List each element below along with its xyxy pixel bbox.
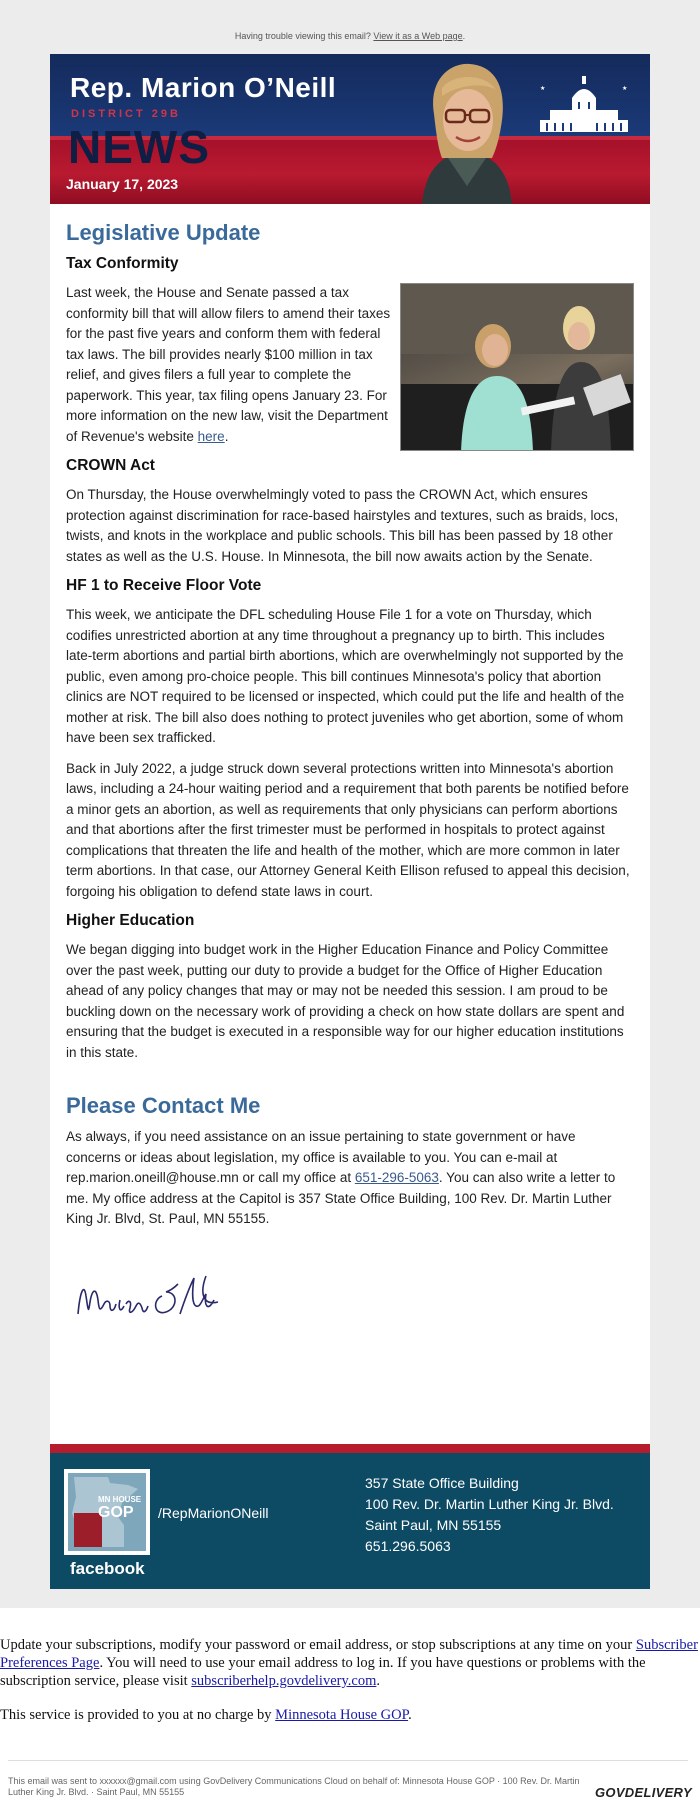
section-title-crown: CROWN Act	[66, 457, 155, 474]
highered-paragraph: We began digging into budget work in the Higher Education Finance and Policy Committee over the past week, putting our duty to provide a budget for the Office of Higher Education ahead of any policy changes that may or may not be needed this session. I am proud to be buckling down on the necessary work of providing a check on how state dollars are spent and ensuring that the budget is executed in a responsible way for our higher education institutions in this state.	[66, 942, 625, 1060]
facebook-label[interactable]: facebook	[70, 1559, 145, 1578]
address-line-3: Saint Paul, MN 55155	[365, 1517, 502, 1533]
section-title-tax: Tax Conformity	[66, 255, 179, 272]
fine-print: This email was sent to xxxxxx@gmail.com using GovDelivery Communications Cloud on behalf of: Minnesota House GOP · 100 Rev. Dr. Martin Luther King Jr. Blvd. · Saint Paul, MN 55155	[8, 1776, 580, 1797]
contact-text-1: As always, if you need assistance on an issue pertaining to state government or have concerns or ideas about legislation, my office is available to you. You can e-mail at rep.marion.oneill@house.mn or call my office at	[66, 1129, 576, 1185]
phone-link[interactable]: 651-296-5063	[354, 1170, 439, 1185]
subscription-text-1: Update your subscriptions, modify your password or email address, or stop subscriptions at any time on your	[0, 1637, 636, 1653]
address-line-2: 100 Rev. Dr. Martin Luther King Jr. Blvd.	[365, 1496, 614, 1512]
mn-house-gop-link[interactable]: Minnesota House GOP	[275, 1707, 409, 1723]
subscriber-preferences-link[interactable]: Subscriber Preferences Page	[0, 1637, 698, 1671]
news-title: NEWS	[68, 121, 210, 173]
web-page-link[interactable]: View it as a Web page	[373, 31, 463, 41]
govdelivery-logo[interactable]: GOVDELIVERY	[595, 1785, 692, 1800]
hf1-paragraph-1: This week, we anticipate the DFL scheduling House File 1 for a vote on Thursday, which codifies unrestricted abortion at any time throughout a pregnancy up to birth. This includes late-term abortions and partial birth abortions, which are overwhelmingly not supported by the public, even among pro-choice people. This bill continues Minnesota's policy that abortion clinics are NOT required to be licensed or inspected, which could put the life and health of the mother at risk. The bill also does nothing to protect juveniles who get abortion, some of whom have been sex trafficked.	[66, 607, 625, 745]
svg-text:★: ★	[540, 86, 546, 92]
committee-photo	[400, 283, 634, 451]
portrait-photo	[408, 58, 526, 204]
issue-date: January 17, 2023	[66, 176, 179, 192]
email-card	[50, 54, 650, 1589]
top-notice: Having trouble viewing this email? View it as a Web page.	[234, 31, 466, 41]
contact-paragraph	[66, 1127, 634, 1230]
capitol-icon	[536, 76, 632, 136]
section-title-hf1: HF 1 to Receive Floor Vote	[66, 577, 262, 594]
service-paragraph	[0, 1706, 412, 1724]
address-phone: 651.296.5063	[365, 1538, 451, 1554]
mn-house-gop-logo[interactable]	[64, 1469, 150, 1555]
subscriber-help-link[interactable]: subscriberhelp.govdelivery.com	[191, 1673, 377, 1689]
logo-text-bottom: GOP	[98, 1504, 134, 1521]
subscription-text-2: . You will need to use your email address to log in. If you have questions or problems with the subscription service, please visit	[0, 1655, 646, 1689]
committee-photo-art	[401, 284, 634, 451]
tax-paragraph: Last week, the House and Senate passed a tax conformity bill that will allow filers to amend their taxes for the past five years and conform them with federal tax laws. The bill provides nearly $100 million in tax relief, and gives filers a full year to complete the paperwork. This year, tax filing opens January 23. For more information on the new law, visit the Department of Revenue's website here.	[66, 285, 391, 444]
service-text: This service is provided to you at no charge by	[0, 1707, 276, 1723]
logo-text-top: MN HOUSE	[98, 1495, 142, 1504]
footer-divider	[50, 1444, 650, 1453]
hf1-paragraph-2: Back in July 2022, a judge struck down several protections written into Minnesota's abortion laws, including a 24-hour waiting period and a requirement that both parents be notified before a minor gets an abortion, as well as requirements that only physicians can perform abortions and that abortions after the first trimester must be performed in hospitals to protect against complications that threaten the life and health of the mother, which are more common in later term abortions. In that case, our Attorney General Keith Ellison refused to appeal this decision, forgoing his obligation to defend state laws in court.	[66, 760, 630, 899]
facebook-handle[interactable]: /RepMarionONeill	[158, 1505, 269, 1521]
contact-heading: Please Contact Me	[66, 1093, 261, 1118]
top-notice-text: Having trouble viewing this email?	[234, 31, 374, 41]
main-content	[50, 204, 650, 1335]
subscription-paragraph	[0, 1636, 700, 1690]
section-title-highered: Higher Education	[66, 912, 195, 929]
district-label: DISTRICT 29B	[71, 108, 181, 120]
subscription-area	[0, 1608, 700, 1811]
subscription-text-3: .	[376, 1673, 380, 1689]
crown-paragraph: On Thursday, the House overwhelmingly voted to pass the CROWN Act, which ensures protection against discrimination for race-based hairstyles and textures, such as braids, locs, twists, and knots in the workplace and public schools. This bill has been passed by 18 other states as well as the U.S. House. In Minnesota, the bill now awaits action by the Senate.	[66, 487, 619, 564]
tax-text: Last week, the House and Senate passed a tax conformity bill that will allow filers to amend their taxes for the past five years and conform them with federal tax laws. The bill provides nearly $100 million in tax relief, and gives filers a full year to complete the paperwork. This year, tax filing opens January 23. For more information on the new law, visit the Department of Revenue's website	[66, 285, 391, 444]
address-line-1: 357 State Office Building	[365, 1475, 519, 1491]
fine-print-divider	[8, 1760, 688, 1761]
signature	[66, 1256, 226, 1330]
revenue-link[interactable]: here	[197, 428, 225, 444]
rep-name: Rep. Marion O’Neill	[70, 72, 337, 103]
contact-text-2: . You can also write a letter to me. My office address at the Capitol is 357 State Office Building, 100 Rev. Dr. Martin Luther King Jr. Blvd, St. Paul, MN 55155.	[66, 1170, 616, 1226]
legislative-update-heading: Legislative Update	[66, 220, 261, 245]
footer-block	[50, 1453, 650, 1589]
svg-text:★: ★	[622, 86, 628, 92]
newsletter-banner	[50, 54, 650, 204]
office-address	[365, 1473, 614, 1557]
service-end: .	[408, 1707, 412, 1723]
